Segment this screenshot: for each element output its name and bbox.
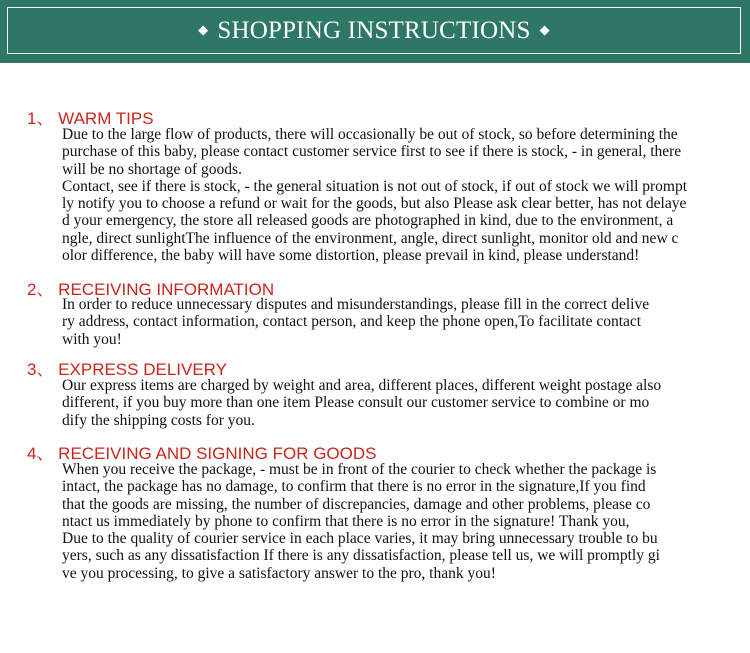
text-line: that the goods are missing, the number of discrepancies, damage and other problems, please co [62, 495, 651, 513]
section-heading-warm-tips: 1、 WARM TIPS [27, 109, 154, 128]
text-line: purchase of this baby, please contact customer service first to see if there is stock, - in general, there [62, 143, 682, 161]
text-line: dify the shipping costs for you. [62, 411, 255, 429]
section-heading-express-delivery: 3、 EXPRESS DELIVERY [27, 360, 227, 379]
text-line: When you receive the package, - must be in front of the courier to check whether the package is [62, 461, 657, 478]
diamond-ornament-right: ◆ [539, 21, 550, 37]
text-line: ngle, direct sunlightThe influence of the environment, angle, direct sunlight, monitor old and new c [62, 229, 679, 247]
diamond-ornament-left: ◆ [198, 21, 209, 37]
section-body-warm-tips [62, 126, 742, 264]
section-heading-receiving-signing: 4、 RECEIVING AND SIGNING FOR GOODS [27, 444, 377, 463]
text-line: Contact, see if there is stock, - the general situation is not out of stock, if out of stock we will prompt [62, 177, 688, 195]
text-line: Our express items are charged by weight and area, different places, different weight postage also [62, 377, 662, 394]
text-line: ry address, contact information, contact person, and keep the phone open,To facilitate contact [62, 313, 642, 331]
text-line: will be no shortage of goods. [62, 160, 242, 178]
text-line: yers, such as any dissatisfaction If there is any dissatisfaction, please tell us, we will promptly gi [62, 547, 660, 565]
section-body-receiving-signing [62, 461, 742, 582]
text-line: with you! [62, 330, 122, 348]
text-line: different, if you buy more than one item Please consult our customer service to combine or mo [62, 394, 650, 412]
text-line: ve you processing, to give a satisfactory answer to the pro, thank you! [62, 564, 496, 582]
page-title: SHOPPING INSTRUCTIONS [217, 16, 531, 44]
header-banner [0, 0, 750, 63]
text-line: Due to the quality of courier service in each place varies, it may bring unnecessary trouble to bu [62, 530, 658, 548]
banner-frame [7, 7, 741, 54]
section-heading-receiving-information: 2、 RECEIVING INFORMATION [27, 280, 275, 299]
text-line: Due to the large flow of products, there will occasionally be out of stock, so before determining the [62, 126, 678, 143]
text-line: d your emergency, the store all released goods are photographed in kind, due to the environment, a [62, 212, 674, 230]
text-line: ntact us immediately by phone to confirm that there is no error in the signature! Thank you, [62, 512, 630, 530]
text-line: ly notify you to choose a refund or wait for the goods, but also Please ask clear better, has not delaye [62, 195, 687, 213]
text-line: intact, the package has no damage, to confirm that there is no error in the signature,If you find [62, 478, 646, 496]
section-body-receiving-information [62, 296, 742, 348]
text-line: olor difference, the baby will have some distortion, please prevail in kind, please understand! [62, 247, 640, 265]
section-body-express-delivery [62, 377, 742, 429]
text-line: In order to reduce unnecessary disputes and misunderstandings, please fill in the correct delive [62, 296, 650, 313]
